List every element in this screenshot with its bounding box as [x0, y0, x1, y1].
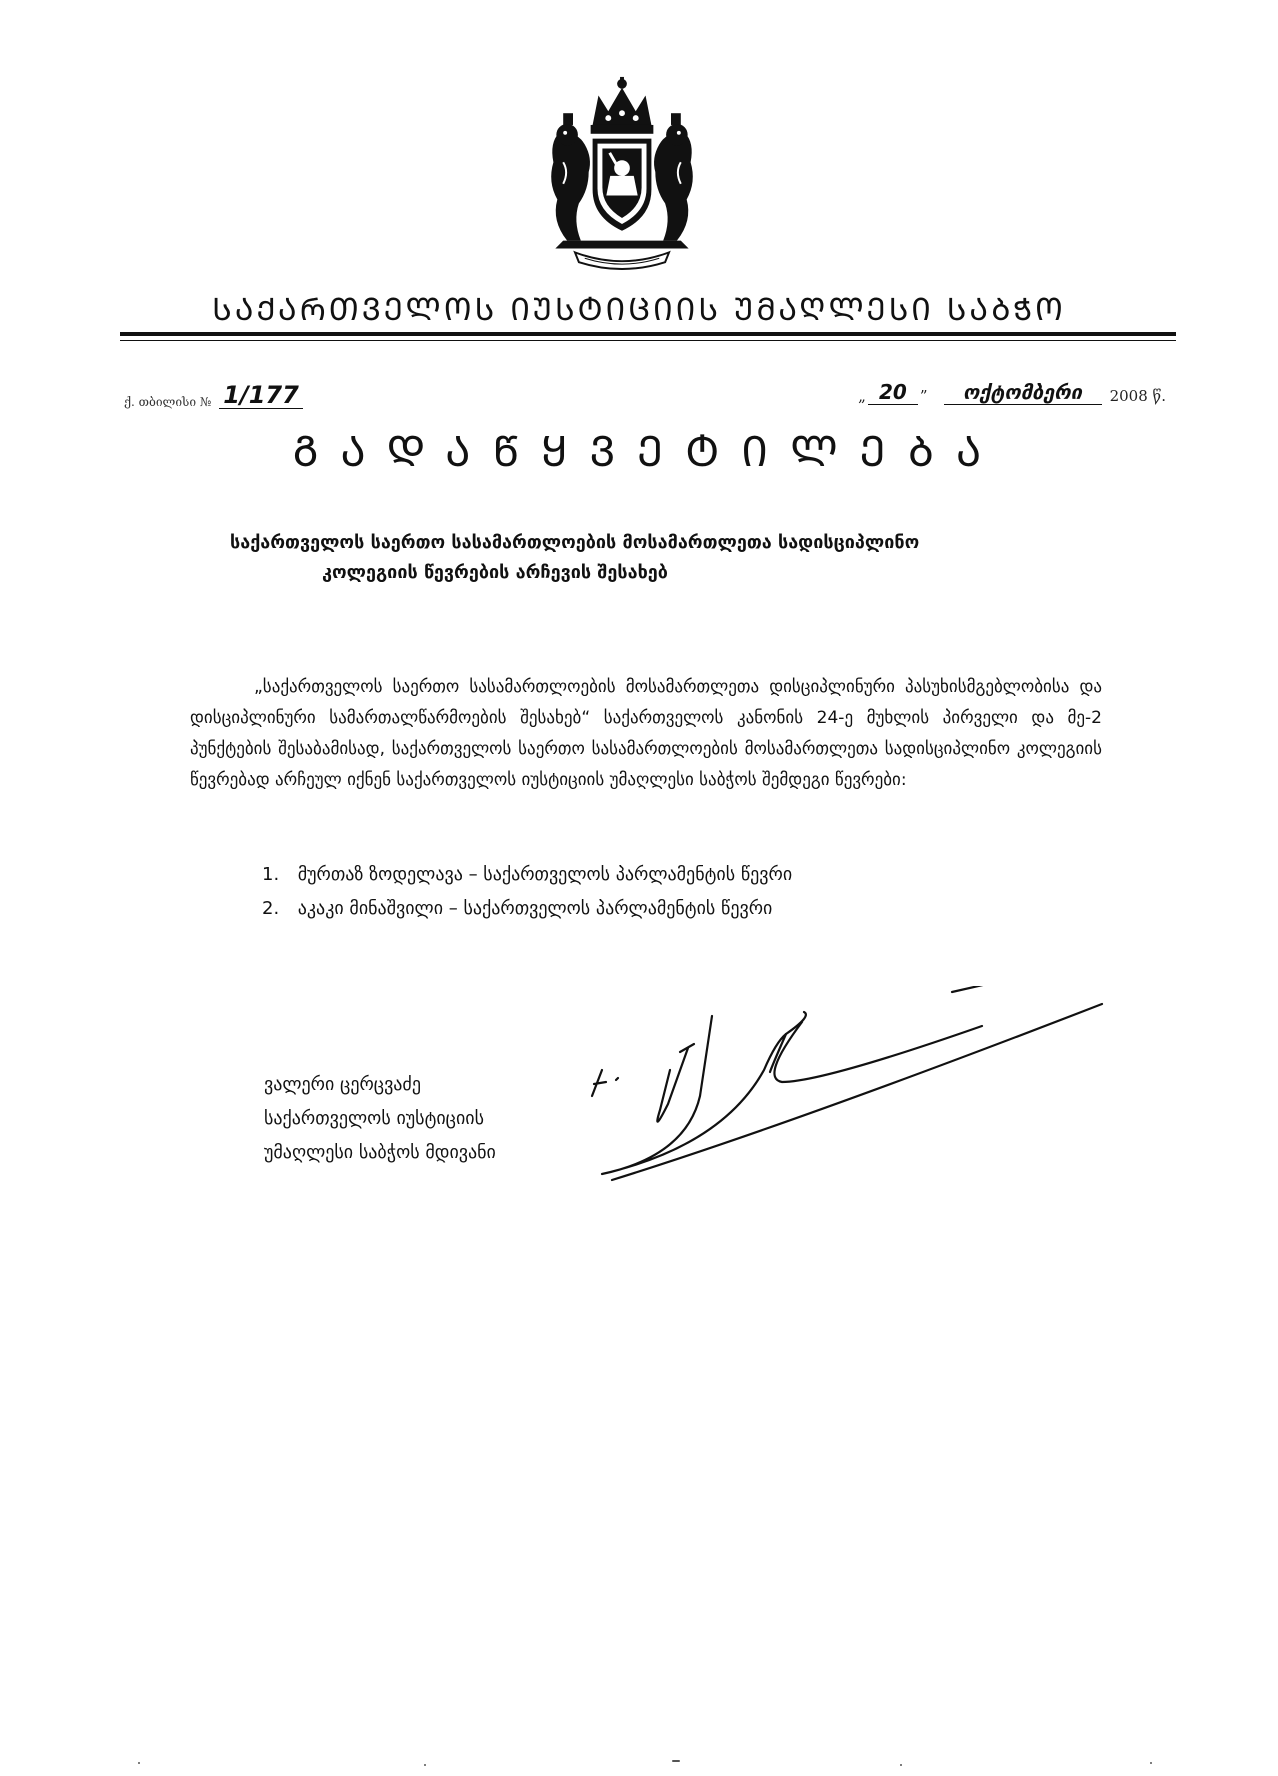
signer-name: ვალერი ცერცვაძე	[264, 1074, 421, 1095]
institution-name: ᲡᲐᲥᲐᲠᲗᲕᲔᲚᲝᲡ ᲘᲣᲡᲢᲘᲪᲘᲘᲡ ᲣᲛᲐᲦᲚᲔᲡᲘ ᲡᲐᲑᲭᲝ	[212, 292, 1066, 328]
document-number-row	[124, 382, 303, 409]
list-item-number: 1.	[262, 864, 280, 885]
number-label: ქ. თბილისი №	[124, 395, 212, 409]
signer-block	[264, 1068, 496, 1170]
header-rule-thin	[120, 340, 1176, 341]
document-body: „საქართველოს საერთო სასამართლოების მოსამართლეთა დისციპლინური პასუხისმგებლობისა და დისციპლინური სამართალწარმოების შესახებ“ საქართველოს კანონის 24-ე მუხლის პირველი და მე-2 პუნქტების შესაბამისად, საქართველოს საერთო სასამართლოების მოსამართლეთა სადისციპლინო კოლეგიის წევრებად არჩეულ იქნენ საქართველოს იუსტიციის უმაღლესი საბჭოს შემდეგი წევრები:	[190, 677, 1102, 790]
date-day: 20	[868, 380, 918, 405]
number-value: 1/177	[219, 382, 303, 409]
handwritten-signature	[572, 986, 1112, 1206]
members-list	[262, 858, 792, 926]
header-rule-thick	[120, 332, 1176, 336]
scan-speck	[424, 1764, 426, 1766]
list-item	[262, 858, 792, 892]
scan-speck	[672, 1760, 680, 1762]
date-quote-open: „	[858, 387, 866, 405]
document-title: ᲒᲐᲓᲐᲬᲧᲕᲔᲢᲘᲚᲔᲑᲐ	[292, 427, 1004, 476]
scan-speck	[900, 1764, 902, 1766]
document-subject	[230, 528, 1060, 588]
list-item-text: აკაკი მინაშვილი – საქართველოს პარლამენტის წევრი	[297, 898, 773, 919]
signer-title-line-2: უმაღლესი საბჭოს მდივანი	[264, 1142, 496, 1163]
list-item-text: მურთაზ ზოდელავა – საქართველოს პარლამენტის წევრი	[297, 864, 793, 885]
document-date-row	[856, 380, 1166, 405]
signer-title-line-1: საქართველოს იუსტიციის	[264, 1108, 484, 1129]
date-quote-close: ”	[919, 387, 928, 405]
date-year: 2008 წ.	[1109, 387, 1166, 405]
subject-line-1: საქართველოს საერთო სასამართლოების მოსამართლეთა სადისციპლინო	[230, 532, 920, 553]
scan-speck	[1150, 1762, 1152, 1764]
list-item	[262, 892, 792, 926]
scan-speck	[138, 1762, 140, 1764]
list-item-number: 2.	[262, 898, 280, 919]
subject-line-2: კოლეგიის წევრების არჩევის შესახებ	[322, 562, 668, 583]
date-month: ოქტომბერი	[944, 380, 1102, 405]
coat-of-arms-emblem	[524, 74, 720, 270]
